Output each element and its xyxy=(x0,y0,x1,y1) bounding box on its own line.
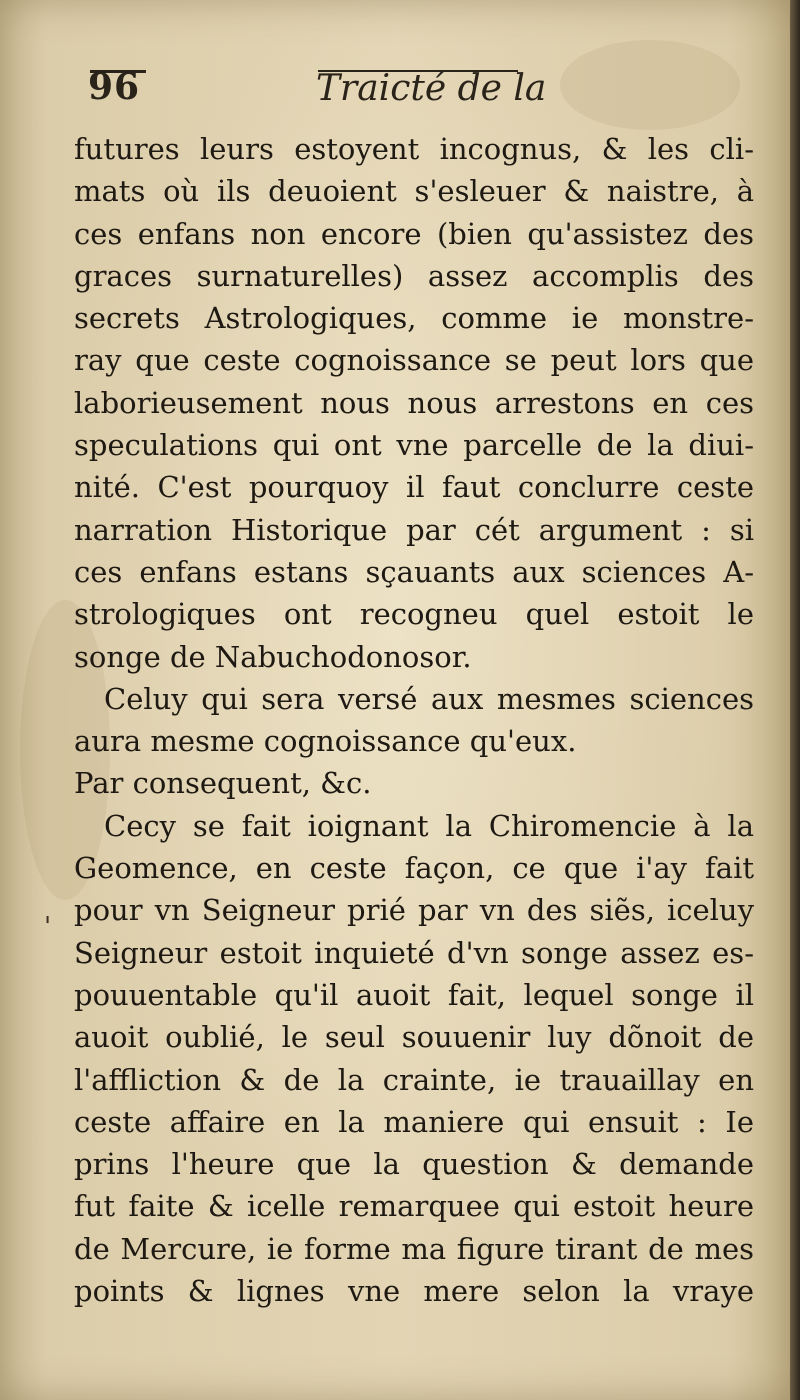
body-text xyxy=(74,128,754,1312)
text-line: speculations qui ont vne parcelle de la diui- xyxy=(74,428,754,463)
text-line: mats où ils deuoient s'esleuer & naistre, à xyxy=(74,174,754,209)
paper-stain xyxy=(560,40,740,130)
text-line: narration Historique par cét argument : si xyxy=(74,512,754,547)
page-edge xyxy=(790,0,800,1400)
text-line: laborieusement nous nous arrestons en ces xyxy=(74,385,754,420)
text-line: pouuentable qu'il auoit fait, lequel songe il xyxy=(74,977,754,1012)
text-line: futures leurs estoyent incognus, & les cli- xyxy=(74,132,754,166)
text-line: points & lignes vne mere selon la vraye xyxy=(74,1274,754,1309)
text-line: graces surnaturelles) assez accomplis des xyxy=(74,258,754,293)
text-line: auoit oublié, le seul souuenir luy dõnoit de xyxy=(74,1020,754,1055)
text-line: ces enfans non encore (bien qu'assistez des xyxy=(74,216,754,251)
text-line: Seigneur estoit inquieté d'vn songe assez es- xyxy=(74,935,754,970)
running-head: Traicté de la xyxy=(316,68,547,109)
text-line: ceste affaire en la maniere qui ensuit : Ie xyxy=(74,1104,754,1139)
page-header xyxy=(88,66,548,122)
text-line: ray que ceste cognoissance se peut lors que xyxy=(74,343,754,378)
text-line: Celuy qui sera versé aux mesmes sciences xyxy=(104,681,754,716)
text-line: ces enfans estans sçauants aux sciences A- xyxy=(74,554,754,589)
text-line: nité. C'est pourquoy il faut conclurre ceste xyxy=(74,470,754,505)
text-line: Cecy se fait ioignant la Chiromencie à la xyxy=(104,808,754,843)
text-line: Par consequent, &c. xyxy=(74,766,372,801)
text-line: strologiques ont recogneu quel estoit le xyxy=(74,597,754,632)
text-line: songe de Nabuchodonosor. xyxy=(74,639,472,674)
page-number: 96 xyxy=(88,66,141,108)
margin-mark: ' xyxy=(44,912,52,942)
text-line: secrets Astrologiques, comme ie monstre- xyxy=(74,301,754,336)
text-line: pour vn Seigneur prié par vn des siẽs, iceluy xyxy=(74,893,754,928)
text-line: prins l'heure que la question & demande xyxy=(74,1147,754,1182)
text-line: aura mesme cognoissance qu'eux. xyxy=(74,724,577,759)
text-line: Geomence, en ceste façon, ce que i'ay fait xyxy=(74,851,754,886)
text-line: de Mercure, ie forme ma figure tirant de mes xyxy=(74,1231,754,1266)
text-line: fut faite & icelle remarquee qui estoit heure xyxy=(74,1189,754,1224)
text-line: l'affliction & de la crainte, ie trauaillay en xyxy=(74,1062,754,1097)
